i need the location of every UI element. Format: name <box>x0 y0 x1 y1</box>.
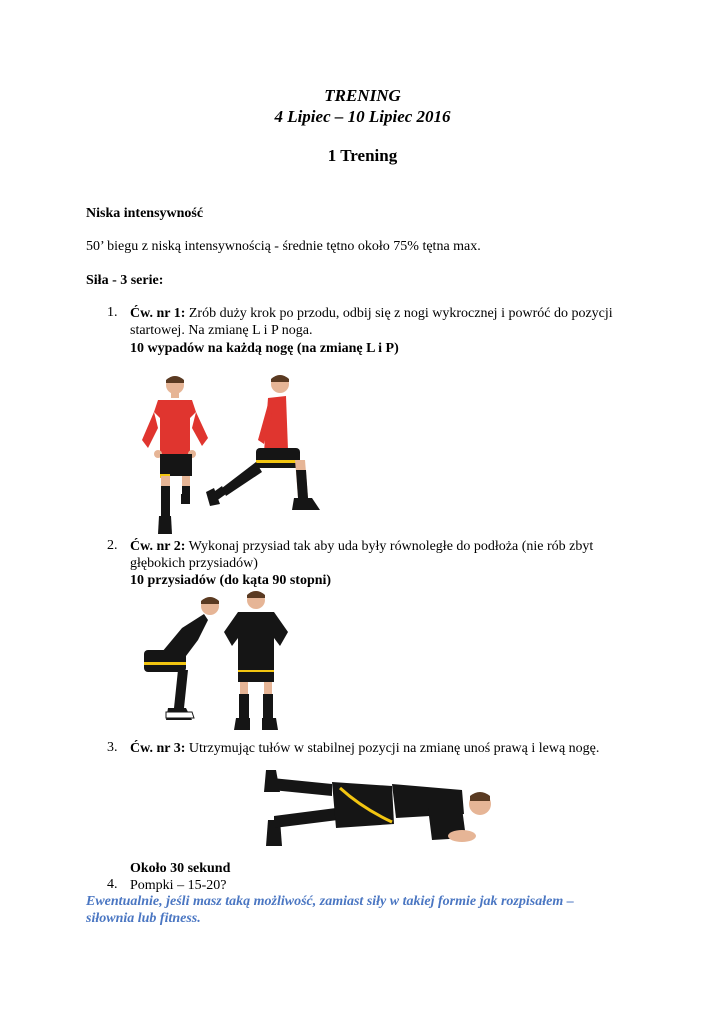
exercise-1-reps: 10 wypadów na każdą nogę (na zmianę L i P) <box>130 341 399 356</box>
exercise-3-number: 3. <box>107 740 118 755</box>
exercise-3-line1 <box>130 740 599 758</box>
exercise-1-label: Ćw. nr 1: <box>130 306 186 321</box>
run-description: 50’ biegu z niską intensywnością - średnie tętno około 75% tętna max. <box>86 239 481 254</box>
exercise-2-squat-image <box>138 588 298 738</box>
exercise-3-reps: Około 30 sekund <box>130 861 231 876</box>
exercise-1-line2: startowej. Na zmianę L i P noga. <box>130 323 313 338</box>
squat-front-figure <box>224 591 288 730</box>
exercise-2-number: 2. <box>107 538 118 553</box>
exercise-2-label: Ćw. nr 2: <box>130 539 186 554</box>
exercise-1-number: 1. <box>107 305 118 320</box>
document-title: TRENING <box>324 86 401 105</box>
exercise-1-lunge-image <box>130 370 330 540</box>
low-intensity-heading: Niska intensywność <box>86 206 204 221</box>
exercise-4-text: Pompki – 15-20? <box>130 878 227 893</box>
exercise-2-reps: 10 przysiadów (do kąta 90 stopni) <box>130 573 332 588</box>
strength-heading: Siła - 3 serie: <box>86 273 164 288</box>
alternative-note-line1: Ewentualnie, jeśli masz taką możliwość, zamiast siły w takiej formie jak rozpisałem – <box>86 894 574 909</box>
exercise-3-plank-image <box>252 768 497 856</box>
exercise-2-line1 <box>130 538 593 556</box>
exercise-1-line1 <box>130 305 613 323</box>
lunge-front-figure <box>142 376 208 534</box>
exercise-2-text: Wykonaj przysiad tak aby uda były równoległe do podłoża (nie rób zbyt <box>185 539 594 554</box>
exercise-1-text: Zrób duży krok po przodu, odbij się z nogi wykrocznej i powróć do pozycji <box>185 306 613 321</box>
lunge-side-figure <box>206 375 320 510</box>
alternative-note-line2: siłownia lub fitness. <box>86 911 201 926</box>
exercise-4-number: 4. <box>107 877 118 892</box>
exercise-2-line2: głębokich przysiadów) <box>130 556 258 571</box>
exercise-3-label: Ćw. nr 3: <box>130 741 186 756</box>
document-dates: 4 Lipiec – 10 Lipiec 2016 <box>274 107 451 126</box>
plank-figure <box>264 770 491 846</box>
session-title: 1 Trening <box>327 146 398 165</box>
squat-side-figure <box>144 597 219 720</box>
exercise-3-text: Utrzymując tułów w stabilnej pozycji na zmianę unoś prawą i lewą nogę. <box>185 741 600 756</box>
